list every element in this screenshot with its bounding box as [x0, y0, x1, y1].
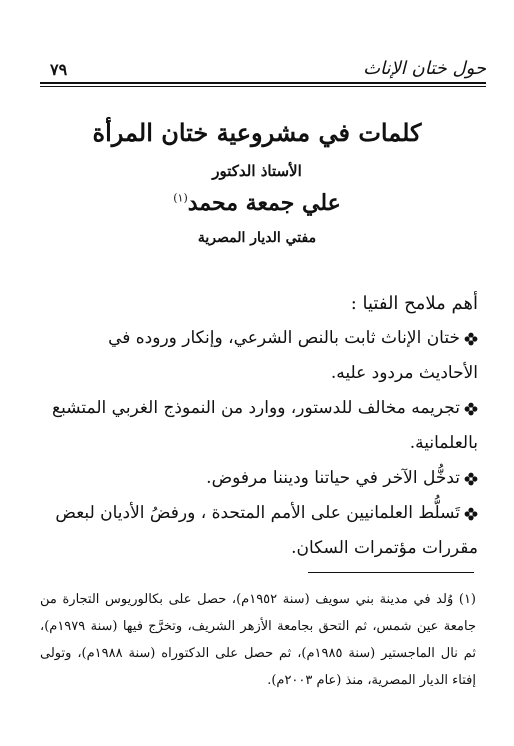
list-item-text: ختان الإناث ثابت بالنص الشرعي، وإنكار وروده في الأحاديث مردود عليه.	[108, 328, 478, 383]
list-item	[46, 461, 478, 496]
list-item-text: تدخُّل الآخر في حياتنا وديننا مرفوض.	[206, 468, 460, 488]
author-name: علي جمعة محمد	[187, 190, 341, 216]
flower-bullet-icon	[464, 472, 478, 486]
flower-bullet-icon	[464, 332, 478, 346]
footnote-separator	[308, 572, 474, 573]
list-item-text: تَسلُّط العلمانيين على الأمم المتحدة ، ورفضُ الأديان لبعض مقررات مؤتمرات السكان.	[55, 503, 478, 558]
flower-bullet-icon	[464, 402, 478, 416]
summary-heading: أهم ملامح الفتيا :	[350, 293, 478, 314]
running-title: حول ختان الإناث	[357, 58, 486, 79]
author-name-line	[40, 190, 474, 216]
fatwa-summary	[46, 286, 478, 566]
author-role: مفتي الديار المصرية	[197, 230, 317, 246]
header-rule	[40, 82, 486, 84]
header-rule-thin	[40, 86, 486, 87]
list-item	[46, 391, 478, 461]
list-item	[46, 496, 478, 566]
footnote-marker: (١)	[173, 191, 188, 205]
list-item-text: تجريمه مخالف للدستور، ووارد من النموذج الغربي المتشبع بالعلمانية.	[52, 398, 478, 453]
flower-bullet-icon	[464, 507, 478, 521]
page-number: ٧٩	[50, 60, 68, 79]
list-item	[46, 321, 478, 391]
page-header	[40, 58, 486, 88]
footnote: (١) وُلد في مدينة بني سويف (سنة ١٩٥٢م)، حصل على بكالوريوس التجارة من جامعة عين شمس، ثم التحق بجامعة الأزهر الشريف، وتخرَّج فيها (سنة ١٩٧٩م)، ثم نال الماجستير (سنة ١٩٨٥م)، ثم حصل على الدكتوراه (سنة ١٩٨٨م)، وتولى إفتاء الديار المصرية، منذ (عام ٢٠٠٣م).	[40, 592, 476, 688]
article-title: كلمات في مشروعية ختان المرأة	[92, 118, 422, 147]
author-title: الأستاذ الدكتور	[212, 162, 302, 180]
